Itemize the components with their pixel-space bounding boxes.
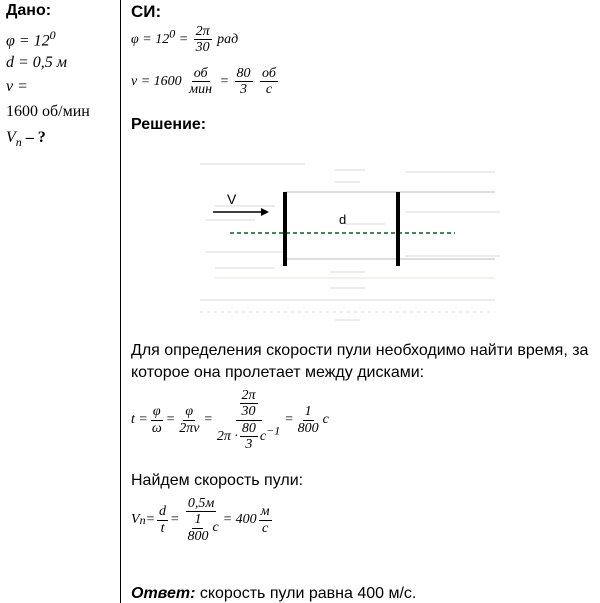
solution-text-3: Найдем скорость пули: (131, 472, 304, 489)
answer-line (131, 585, 416, 603)
si-phi-formula: $\varphi = 12^0$ = $\frac{2\pi}{30}$ рад (131, 24, 239, 56)
solution-heading: Решение: (131, 116, 207, 133)
distance-label: d (339, 212, 347, 227)
solution-text-2: которое она пролетает между дисками: (131, 364, 425, 381)
disk-diagram (195, 160, 505, 330)
given-nu: ν = (6, 78, 28, 95)
velocity-label: V (227, 191, 237, 207)
solution-text-1: Для определения скорости пули необходимо найти время, за (131, 342, 589, 359)
time-formula: t = $\frac{\varphi}{\omega}$ = $\frac{\varphi}{2\pi\nu}$ = $\frac{2\pi}{30}$ 2π · $\frac{80}{3}$ $с^{-1}$ = $\frac{1}{800}$ с (131, 388, 329, 453)
column-divider (120, 0, 121, 603)
faint-background-lines (200, 164, 500, 320)
given-heading: Дано: (6, 2, 52, 19)
si-heading: СИ: (131, 2, 162, 21)
answer-label: Ответ: (131, 585, 196, 602)
arrow-head-icon (261, 208, 269, 216)
answer-text: скорость пули равна 400 м/с. (195, 585, 417, 602)
given-nu-value: 1600 об/мин (6, 103, 90, 120)
si-nu-formula: ν = 1600 $\frac{об}{\text{мин}}$ = $\frac{80}{3}$ $\frac{об}{с}$ (131, 66, 276, 98)
given-find: $V_п$ – ? (6, 129, 46, 150)
velocity-formula: V п = $\frac{d}{t}$ = 0,5м $\frac{1}{800}$ с = 400 $\frac{м}{с}$ (131, 496, 270, 544)
given-phi: $\varphi = 12^0$ (6, 28, 56, 50)
given-d: d = 0,5 м (6, 54, 68, 71)
